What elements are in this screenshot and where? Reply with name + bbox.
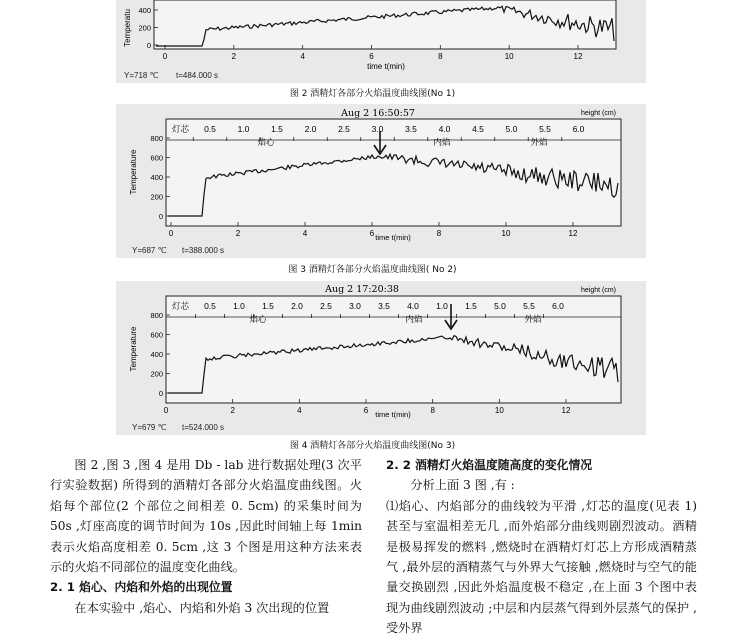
height-tick-label: 1.0 bbox=[233, 301, 245, 311]
height-tick-label: 1.0 bbox=[436, 301, 448, 311]
x-tick-label: 8 bbox=[430, 406, 435, 415]
footer-y: Y=718 ℃ bbox=[124, 71, 159, 80]
right-column bbox=[386, 455, 697, 639]
y-tick-label: 400 bbox=[138, 6, 151, 15]
x-tick-label: 4 bbox=[302, 229, 308, 238]
x-tick-label: 2 bbox=[230, 406, 235, 415]
footer-y: Y=679 ℃ bbox=[132, 423, 167, 432]
figure-3 bbox=[116, 281, 646, 435]
chart-timestamp: Aug 2 16:50:57 bbox=[341, 108, 415, 119]
height-tick-label: 0.5 bbox=[204, 124, 216, 134]
footer-y: Y=687 ℃ bbox=[132, 246, 167, 255]
figure-2 bbox=[116, 104, 646, 258]
zone-outer-label: 外焰 bbox=[524, 315, 542, 325]
y-tick-label: 800 bbox=[150, 311, 163, 320]
figure-3-plot bbox=[116, 281, 646, 435]
chart-timestamp: Aug 2 17:20:38 bbox=[325, 284, 399, 295]
footer-t: t=484.000 s bbox=[176, 71, 219, 80]
height-tick-label: 0.5 bbox=[204, 301, 216, 311]
y-tick-label: 200 bbox=[150, 192, 163, 202]
footer-t: t=524.000 s bbox=[182, 423, 225, 432]
paragraph: 在本实验中 ,焰心、内焰和外焰 3 次出现的位置 bbox=[74, 600, 330, 615]
height-tick-label: 2.0 bbox=[304, 124, 317, 134]
x-tick-label: 6 bbox=[369, 52, 374, 61]
height-tick-label: 4.5 bbox=[472, 124, 484, 134]
x-tick-label: 2 bbox=[231, 52, 237, 61]
height-tick-label: 5.0 bbox=[494, 301, 506, 311]
x-tick-label: 2 bbox=[235, 229, 241, 238]
y-tick-label: 0 bbox=[146, 41, 151, 50]
x-tick-label: 12 bbox=[573, 52, 583, 61]
y-tick-label: 800 bbox=[150, 134, 163, 143]
footer-t: t=388.000 s bbox=[182, 246, 225, 255]
wick-label: 灯芯 bbox=[172, 125, 190, 135]
zone-inner-label: 内焰 bbox=[405, 315, 423, 325]
x-tick-label: 0 bbox=[162, 52, 168, 61]
figure-1 bbox=[116, 0, 646, 83]
y-tick-label: 600 bbox=[150, 330, 163, 340]
height-tick-label: 2.5 bbox=[320, 301, 332, 311]
y-axis-label: Temperatu bbox=[123, 9, 132, 47]
zone-core-label: 焰心 bbox=[257, 138, 275, 148]
height-tick-label: 4.0 bbox=[438, 124, 451, 134]
height-tick-label: 4.0 bbox=[407, 301, 419, 311]
paragraph: ⑴焰心、内焰部分的曲线较为平滑 ,灯芯的温度(见表 1) 甚至与室温相差无几 ,而外焰部分曲线则剧烈波动。酒精是极易挥发的燃料 ,燃烧时在酒精灯灯芯上方形成酒精蒸气 ,最外层的酒精蒸气与外界大气接触 ,燃烧时与空气的能量交换剧烈 ,因此外焰温度极不稳定 ,在上面 3 个图中表现为曲线剧烈波动 ;中层和内层蒸气得到外层蒸气的保护 ,受外界 bbox=[386, 498, 697, 636]
paragraph: 图 2 ,图 3 ,图 4 是用 Db - lab 进行数据处理(3 次平行实验数据) 所得到的酒精灯各部分火焰温度曲线图。火焰每个部位(2 个部位之间相差 0. 5cm) 的采集时间为 50s ,灯座高度的调节时间为 10s ,因此时间轴上每 1min 表示火焰高度相差 0. 5cm ,这 3 个图是用这种方法来表示的火焰不同部位的温度变化曲线。 bbox=[50, 458, 362, 575]
x-tick-label: 0 bbox=[163, 406, 169, 415]
x-axis-label: time t(min) bbox=[367, 62, 405, 71]
y-tick-label: 600 bbox=[150, 153, 163, 163]
height-tick-label: 3.0 bbox=[349, 301, 361, 311]
height-tick-label: 6.0 bbox=[572, 124, 585, 134]
left-column bbox=[50, 455, 362, 618]
height-tick-label: 2.0 bbox=[291, 301, 303, 311]
height-tick-label: 3.5 bbox=[378, 301, 390, 311]
height-tick-label: 3.0 bbox=[371, 124, 384, 134]
y-tick-label: 400 bbox=[150, 350, 163, 359]
zone-outer-label: 外焰 bbox=[530, 138, 548, 148]
height-tick-label: 3.5 bbox=[405, 124, 417, 134]
y-axis-label: Temperature bbox=[129, 326, 138, 372]
y-tick-label: 0 bbox=[158, 212, 163, 221]
height-tick-label: 1.5 bbox=[465, 301, 477, 311]
figure-caption: 图 3 酒精灯各部分火焰温度曲线图( No 2) bbox=[288, 265, 457, 275]
y-tick-label: 200 bbox=[138, 23, 151, 33]
x-tick-label: 8 bbox=[436, 229, 442, 238]
x-tick-label: 12 bbox=[561, 406, 571, 415]
height-tick-label: 1.5 bbox=[262, 301, 274, 311]
figure-caption: 图 2 酒精灯各部分火焰温度曲线图(No 1) bbox=[289, 89, 456, 99]
x-tick-label: 12 bbox=[568, 229, 578, 238]
height-tick-label: 1.0 bbox=[237, 124, 250, 134]
x-tick-label: 8 bbox=[438, 52, 443, 61]
x-tick-label: 6 bbox=[363, 406, 369, 415]
height-label: height (cm) bbox=[580, 110, 616, 117]
figure-caption: 图 4 酒精灯各部分火焰温度曲线图(No 3) bbox=[289, 441, 456, 451]
x-tick-label: 10 bbox=[501, 229, 511, 238]
x-tick-label: 4 bbox=[297, 406, 302, 415]
x-axis-label: time t(min) bbox=[375, 233, 411, 242]
figure-2-plot bbox=[116, 104, 646, 258]
x-tick-label: 4 bbox=[300, 52, 305, 61]
height-tick-label: 5.5 bbox=[539, 124, 551, 134]
y-tick-label: 400 bbox=[150, 173, 163, 182]
x-tick-label: 6 bbox=[369, 229, 375, 238]
x-tick-label: 10 bbox=[504, 52, 514, 61]
y-tick-label: 0 bbox=[158, 389, 163, 398]
height-tick-label: 5.0 bbox=[505, 124, 518, 134]
paragraph: 分析上面 3 图 ,有 : bbox=[410, 478, 515, 493]
wick-label: 灯芯 bbox=[172, 302, 190, 312]
x-axis-label: time t(min) bbox=[375, 410, 411, 419]
y-axis-label: Temperature bbox=[129, 149, 138, 195]
height-tick-label: 1.5 bbox=[271, 124, 283, 134]
height-label: height (cm) bbox=[580, 287, 616, 294]
zone-inner-label: 内焰 bbox=[433, 138, 451, 148]
height-tick-label: 2.5 bbox=[338, 124, 350, 134]
height-tick-label: 5.5 bbox=[523, 301, 535, 311]
x-tick-label: 0 bbox=[168, 229, 174, 238]
zone-core-label: 焰心 bbox=[249, 315, 267, 325]
y-tick-label: 200 bbox=[150, 369, 163, 379]
x-tick-label: 10 bbox=[494, 406, 504, 415]
height-tick-label: 6.0 bbox=[552, 301, 564, 311]
section-heading: 2. 1 焰心、内焰和外焰的出现位置 bbox=[50, 580, 233, 595]
section-heading: 2. 2 酒精灯火焰温度随高度的变化情况 bbox=[386, 458, 593, 472]
